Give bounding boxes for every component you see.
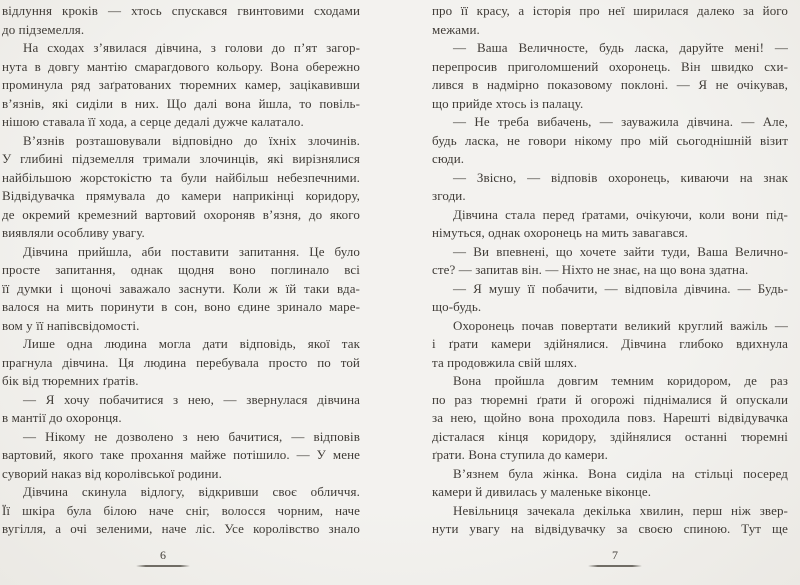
text-line: проминула ряд заґратованих тюремних камер, зацікавивши [2,77,360,92]
page-number-left [128,548,198,567]
text-line: про її красу, а історія про неї ширилася далеко за його [432,3,788,18]
text-line: в мантії до охоронця. [2,410,122,425]
text-line: — Нікому не дозволено з нею бачитися, — відповів [23,428,360,444]
page-number-left-value: 6 [160,548,166,562]
text-line: В’язнів розташовували відповідно до їхніх злочинів. [23,132,360,148]
text-line: і ґрати камери здійнялися. Дівчина глибоко вдихнула [432,336,788,351]
text-line: по раз тюремні ґрати й огорожі піднімалися й опускали [432,391,788,407]
text-line: прагнула дівчина. Ця людина перебувала просто по той [2,354,360,370]
text-line: Дівчина скинула відлогу, відкривши своє обличчя. [23,484,360,499]
text-line: — Я мушу її побачити, — відповіла дівчина. — Будь- [453,280,788,296]
text-line: до підземелля. [2,21,85,37]
page-number-right-value: 7 [612,548,618,562]
text-line: межами. [432,21,480,37]
text-line: вом у її напівсвідомості. [2,317,140,333]
text-line: в’язнів, які сиділи в них. Що далі вона йшла, то повіль- [2,95,360,111]
text-line: німуться, однак охоронець на мить завагався. [432,225,688,240]
text-line: Вона пройшла довгим темним коридором, де раз [453,373,788,388]
text-line: вартовий, якого таке прохання майже потішило. — У мене [2,447,360,462]
text-line: сюди. [432,151,465,166]
text-line: дісталася кінця коридору, здійнялися останні тюремні [432,428,788,444]
text-line: Її шкіра була білою наче сніг, волосся чорним, наче [2,502,360,518]
text-line: — Ваша Величносте, будь ласка, даруйте мені! — [453,40,788,55]
page-right-text [432,2,788,539]
page-number-flourish [588,565,642,567]
text-line: за нею, щойно вона проходила повз. Нарешті відвідувачка [432,410,788,425]
text-line: та продовжила свій шлях. [432,354,578,370]
text-line: лився в надмірно показовому поклоні. — Я не очікував, [432,77,788,92]
text-line: нути увагу на відвідувачку за своєю спиною. Тут ще [432,521,788,536]
text-line: її думки і щоночі заважало заснути. Коли ж їй таки вда- [2,280,360,296]
text-line: В’язнем була жінка. Вона сиділа на стільці посеред [453,465,788,481]
text-line: найбільшою жорстокістю та були найбільш небезпечними. [2,169,360,185]
text-line: виявляли особливу увагу. [2,225,145,240]
text-line: нута в довгу мантію смарагдового кольору. Вона обережно [2,58,360,74]
text-line: де окремий кремезний вартовий охороняв в’язня, до якого [2,206,360,222]
text-line: відлуння кроків — хтось спускався гвинтовими сходами [2,3,360,18]
text-line: сте? — запитав він. — Ніхто не знає, на що вона здатна. [432,262,749,277]
text-line: — Я хочу побачитися з нею, — звернулася дівчина [23,391,360,407]
text-line: бік від тюремних ґратів. [2,373,139,388]
text-line: У глибині підземелля тримали злочинців, які вирізнялися [2,151,360,166]
page-number-right [580,548,650,567]
page-right [432,2,788,539]
text-line: Невільниця зачекала декілька хвилин, перш ніж звер- [453,502,788,518]
text-line: валося на мить поринути в сон, воно єдине зринало маре- [2,299,360,314]
page-number-flourish [136,565,190,567]
text-line: просте запитання, однак щодня воно поглинало всі [2,262,360,277]
text-line: що-будь. [432,299,482,314]
text-line: нішою ставала її хода, а серце дедалі дужче калатало. [2,114,304,129]
text-line: згоди. [432,188,466,203]
text-line: суворий наказ від королівської родини. [2,465,222,481]
page-left [2,2,360,539]
text-line: — Ви впевнені, що хочете зайти туди, Ваша Велично- [453,243,788,259]
text-line: що прийде хтось із палацу. [432,95,584,111]
text-line: перепросив приголомшений охоронець. Він швидко схи- [432,58,788,74]
text-line: Дівчина стала перед ґратами, очікуючи, коли вони під- [453,206,788,222]
text-line: Відвідувачка прямувала до камери наприкінці коридору, [2,188,360,203]
text-line: вугілля, а очі зеленими, наче ліс. Усе королівство знало [2,521,360,536]
text-line: будь ласка, не говори нікому про мій сьогоднішній візит [432,132,788,148]
text-line: Дівчина прийшла, аби поставити запитання. Це було [23,243,360,259]
text-line: — Не треба вибачень, — зауважила дівчина. — Але, [453,114,788,129]
text-line: ґрати. Вона ступила до камери. [432,447,608,462]
text-line: Охоронець почав повертати великий круглий важіль — [453,317,788,333]
page-left-text [2,2,360,539]
text-line: Лише одна людина могла дати відповідь, якої так [23,336,360,351]
text-line: камери й дивилась у маленьке віконце. [432,484,652,499]
text-line: На сходах з’явилася дівчина, з голови до п’ят загор- [23,40,360,55]
text-line: — Звісно, — відповів охоронець, киваючи на знак [453,169,788,185]
